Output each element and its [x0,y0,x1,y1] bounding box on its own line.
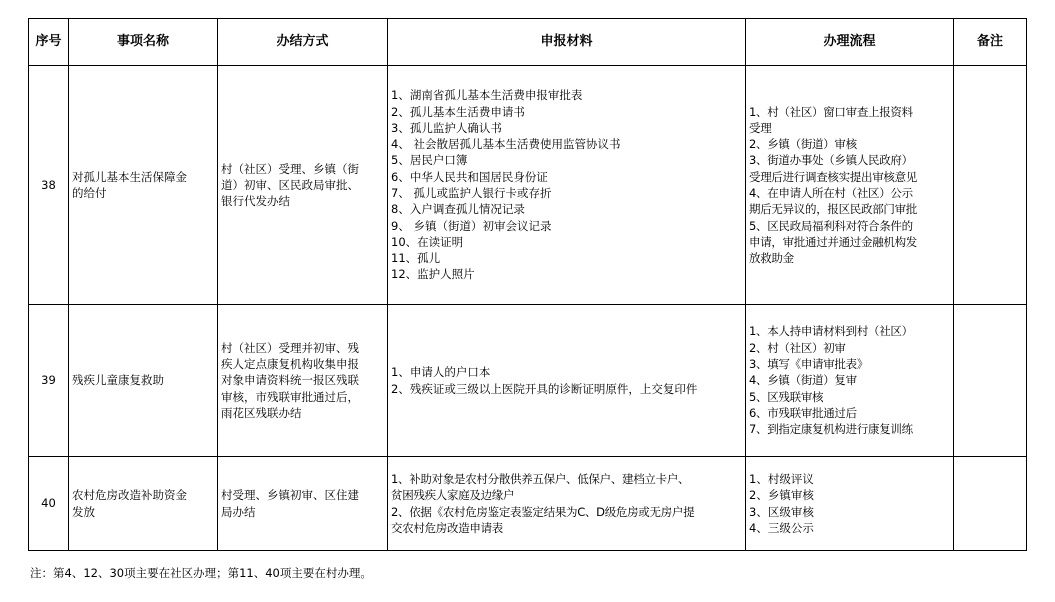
table-row [29,66,1027,305]
row-materials: 1、申请人的户口本 2、残疾证或三级以上医院开具的诊断证明原件，上交复印件 [388,305,746,457]
row-item-name: 残疾儿童康复救助 [69,305,218,457]
row-no: 40 [29,457,69,551]
row-no: 38 [29,66,69,305]
row-method: 村受理、乡镇初审、区住建 局办结 [218,457,388,551]
header-no: 序号 [29,19,69,66]
header-process: 办理流程 [746,19,954,66]
header-remark: 备注 [954,19,1027,66]
header-item-name: 事项名称 [69,19,218,66]
table-row [29,305,1027,457]
header-materials: 申报材料 [388,19,746,66]
service-items-table [28,18,1027,551]
row-materials: 1、补助对象是农村分散供养五保户、低保户、建档立卡户、 贫困残疾人家庭及边缘户 2、依据《农村危房鉴定表鉴定结果为C、D级危房或无房户提 交农村危房改造申请表 [388,457,746,551]
row-item-name: 农村危房改造补助资金 发放 [69,457,218,551]
row-remark [954,305,1027,457]
footnote: 注：第4、12、30项主要在社区办理；第11、40项主要在村办理。 [30,566,372,580]
row-item-name: 对孤儿基本生活保障金 的给付 [69,66,218,305]
table-header-row [29,19,1027,66]
row-no: 39 [29,305,69,457]
row-method: 村（社区）受理、乡镇（街 道）初审、区民政局审批、 银行代发办结 [218,66,388,305]
row-process: 1、村级评议 2、乡镇审核 3、区级审核 4、三级公示 [746,457,954,551]
row-materials: 1、湖南省孤儿基本生活费申报审批表 2、孤儿基本生活费申请书 3、孤儿监护人确认书 4、 社会散居孤儿基本生活费使用监管协议书 5、居民户口簿 6、中华人民共和国居民身份证 7、 孤儿或监护人银行卡或存折 8、入户调查孤儿情况记录 9、 乡镇（街道）初审会议记录 10、在读证明 11、孤儿 12、监护人照片 [388,66,746,305]
header-method: 办结方式 [218,19,388,66]
row-method: 村（社区）受理并初审、残 疾人定点康复机构收集申报 对象申请资料统一报区残联 审核，市残联审批通过后， 雨花区残联办结 [218,305,388,457]
table-row [29,457,1027,551]
row-remark [954,457,1027,551]
row-process: 1、本人持申请材料到村（社区） 2、村（社区）初审 3、填写《申请审批表》 4、乡镇（街道）复审 5、区残联审核 6、市残联审批通过后 7、到指定康复机构进行康复训练 [746,305,954,457]
row-process: 1、村（社区）窗口审查上报资料 受理 2、乡镇（街道）审核 3、街道办事处（乡镇人民政府） 受理后进行调查核实提出审核意见 4、在申请人所在村（社区）公示 期后无异议的，报区民政部门审批 5、区民政局福利科对符合条件的 申请，审批通过并通过金融机构发 放救助金 [746,66,954,305]
row-remark [954,66,1027,305]
